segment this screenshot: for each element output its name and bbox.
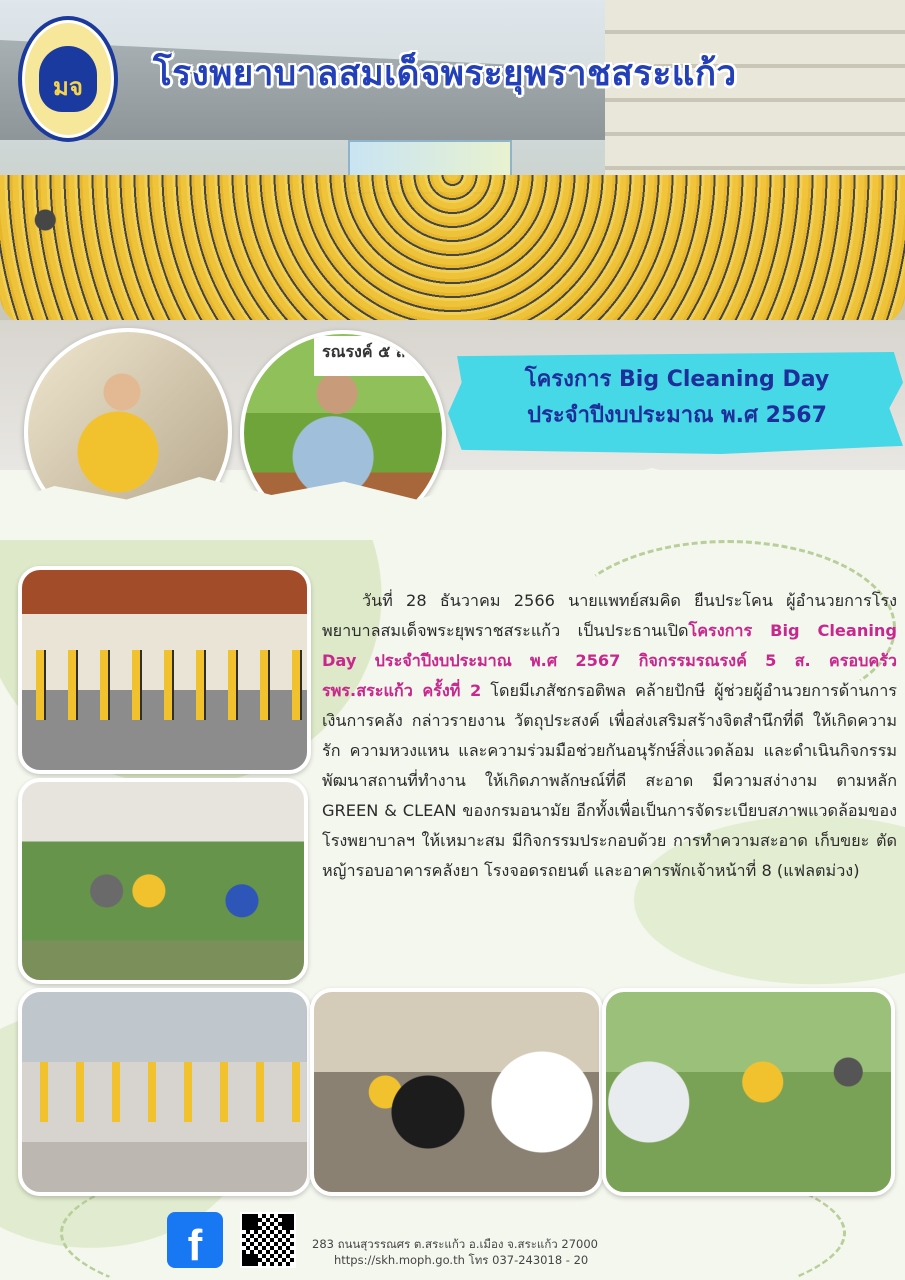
crowd-of-participants: [0, 175, 905, 325]
facebook-icon[interactable]: [167, 1212, 223, 1268]
news-body: [322, 586, 897, 886]
address-line: 283 ถนนสุวรรณศร ต.สระแก้ว อ.เมือง จ.สระแก้ว 27000: [312, 1237, 598, 1251]
hospital-logo: [18, 16, 118, 142]
news-body-intro: วันที่ 28 ธันวาคม 2566 นายแพทย์สมคิด ยืนประโคน ผู้อำนวยการโรงพยาบาลสมเด็จพระยุพราชสระแก้ว เป็นประธานเปิด: [322, 591, 897, 640]
project-title: [452, 362, 902, 434]
activity-photo-clearing-grass: [602, 988, 895, 1196]
facebook-glyph: f: [187, 1221, 203, 1270]
website-phone-line[interactable]: https://skh.moph.go.th โทร 037-243018 - 20: [334, 1253, 589, 1267]
logo-initials: มจ: [53, 73, 83, 101]
contact-address: [312, 1236, 712, 1268]
news-body-highlight: โครงการ Big Cleaning Day ประจำปีงบประมาณ พ.ศ 2567 กิจกรรมรณรงค์ 5 ส. ครอบครัว รพร.สระแก้ว ครั้งที่ 2: [322, 621, 897, 700]
news-body-detail: โดยมีเภสัชกรอติพล คล้ายปักษี ผู้ช่วยผู้อำนวยการด้านการเงินการคลัง กล่าวรายงาน วัตถุประสงค์ เพื่อส่งเสริมสร้างจิตสำนึกที่ดี ให้เกิดความรัก ความหวงแหน และความร่วมมือช่วยกันอนุรักษ์สิ่งแวดล้อม และดำเนินกิจกรรมพัฒนาสถานที่ทำงาน ให้เกิดภาพลักษณ์ที่ดี สะอาด มีความสง่างาม ตามหลัก GREEN & CLEAN ของกรมอนามัย อีกทั้งเพื่อเป็นการจัดระเบียบสภาพแวดล้อมของโรงพยาบาลฯ ให้เหมาะสม มีกิจกรรมประกอบด้วย การทำความสะอาด เก็บขยะ ตัดหญ้ารอบอาคารคลังยา โรงจอดรถยนต์ และอาคารพักเจ้าหน้าที่ 8 (แฟลตม่วง): [322, 681, 897, 880]
hospital-name: โรงพยาบาลสมเด็จพระยุพราชสระแก้ว: [153, 54, 737, 94]
campaign-sign: รณรงค์ ๕ ส.: [314, 336, 444, 376]
activity-photo-cutting-trees: [18, 778, 308, 984]
logo-crest: [39, 46, 97, 112]
activity-photo-garbage-collection: [310, 988, 603, 1196]
activity-photo-sweeping: [18, 988, 311, 1196]
project-title-line2: ประจำปีงบประมาณ พ.ศ 2567: [527, 403, 827, 428]
activity-photo-group: [18, 566, 311, 774]
project-title-line1: โครงการ Big Cleaning Day: [524, 367, 830, 392]
qr-code-icon[interactable]: [240, 1212, 296, 1268]
